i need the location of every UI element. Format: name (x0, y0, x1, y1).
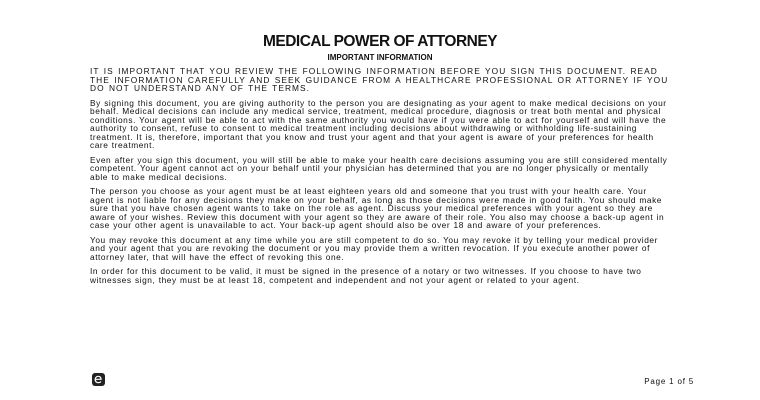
e-logo-icon (92, 373, 105, 386)
revocation-paragraph: You may revoke this document at any time while you are still competent to do so. You may revoke it by telling your medical provider and your agent that you are revoking the document or you may provide them a written revocation. If you execute another power of attorney later, that will have the effect of revoking this one. (90, 234, 658, 262)
validity-paragraph: In order for this document to be valid, it must be signed in the presence of a notary or two witnesses. If you choose to have two witnesses sign, they must be at least 18, competent and independent and not your agent or related to your agent. (90, 266, 642, 285)
page-number: Page 1 of 5 (644, 377, 694, 386)
document-subtitle: IMPORTANT INFORMATION (327, 53, 433, 62)
competency-paragraph: Even after you sign this document, you will still be able to make your health care decisions assuming you are still considered mentally competent. Your agent cannot act on your behalf until your physician has determined that you are no longer physically or mentally able to make medical decisions. (90, 154, 668, 182)
important-notice-paragraph: IT IS IMPORTANT THAT YOU REVIEW THE FOLLOWING INFORMATION BEFORE YOU SIGN THIS DOCUMENT. READ THE INFORMATION CAREFULLY AND SEEK GUIDANCE FROM A HEALTHCARE PROFESSIONAL OR ATTORNEY IF YOU DO NOT UNDERSTAND ANY OF THE TERMS. (90, 66, 669, 93)
document-title: MEDICAL POWER OF ATTORNEY (262, 33, 498, 50)
authority-paragraph: By signing this document, you are giving authority to the person you are designating as your agent to make medical decisions on your behalf. Medical decisions can include any medical service, treatment, medical procedure, diagnosis or treat both mental and physical conditions. Your agent will be able to act with the same authority you would have if you were able to act for yourself and will have the authority to consent, refuse to consent to medical treatment including decisions about withdrawing or withholding life-sustaining treatment. It is, therefore, important that you know and trust your agent and that your agent is aware of your preferences for health care treatment. (90, 97, 667, 150)
document-body (90, 67, 670, 290)
agent-requirements-paragraph: The person you choose as your agent must be at least eighteen years old and someone that you trust with your health care. Your agent is not liable for any decisions they make on your behalf, as long as those decisions were made in good faith. You should make sure that you have chosen agent wants to take on the role as agent. Discuss your medical preferences with your agent so they are aware of your wishes. Review this document with your agent so they are aware of their role. You also may choose a back-up agent in case your other agent is unavailable to act. Your back-up agent should also be over 18 and aware of your preferences. (90, 186, 665, 230)
